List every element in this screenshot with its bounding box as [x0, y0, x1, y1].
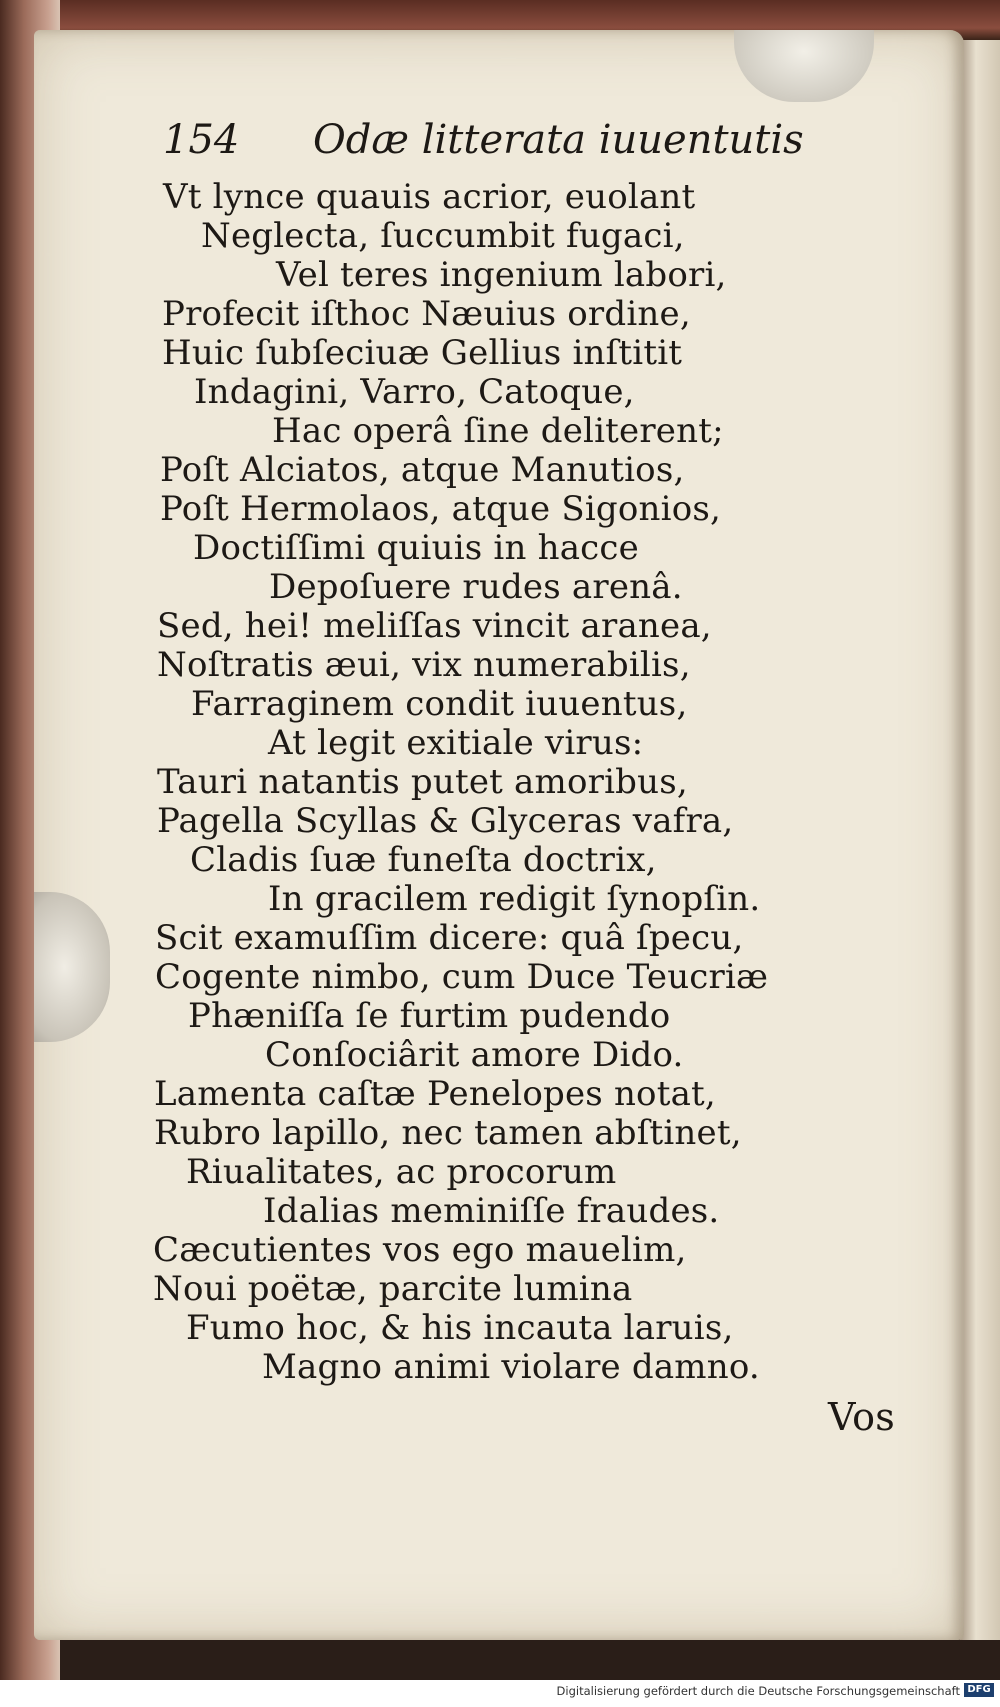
funding-credit: Digitalisierung gefördert durch die Deutsche Forschungsgemeinschaft: [556, 1684, 960, 1698]
verse-line: Vt lynce quauis acrior, euolant: [163, 177, 696, 217]
verse-line: Cogente nimbo, cum Duce Teucriæ: [155, 957, 769, 997]
verse-line: Poſt Hermolaos, atque Sigonios,: [160, 489, 722, 529]
verse-line: Riualitates, ac procorum: [186, 1152, 617, 1192]
verse-line: Indagini, Varro, Catoque,: [194, 372, 635, 412]
verse-line: Profecit iſthoc Næuius ordine,: [162, 294, 691, 334]
verse-line: Idalias meminiſſe fraudes.: [263, 1191, 720, 1231]
verse-line: Doctiſſimi quiuis in hacce: [193, 528, 639, 568]
verse-line: At legit exitiale virus:: [268, 723, 644, 763]
catchword: Vos: [828, 1395, 895, 1439]
verse-line: Magno animi violare damno.: [262, 1347, 760, 1387]
verse-line: Lamenta caſtæ Penelopes notat,: [154, 1074, 716, 1114]
verse-line: Sed, hei! meliſſas vincit aranea,: [157, 606, 712, 646]
verse-line: Scit examuſſim dicere: quâ ſpecu,: [155, 918, 744, 958]
verse-line: Tauri natantis putet amoribus,: [157, 762, 688, 802]
verse-line: Hac operâ ſine deliterent;: [272, 411, 724, 451]
verse-line: Conſociârit amore Dido.: [265, 1035, 684, 1075]
verse-line: Vel teres ingenium labori,: [276, 255, 727, 295]
verse-line: Huic ſubſeciuæ Gellius inſtitit: [162, 333, 683, 373]
verse-line: Noſtratis æui, vix numerabilis,: [157, 645, 691, 685]
verse-line: Fumo hoc, & his incauta laruis,: [186, 1308, 734, 1348]
verse-line: Farraginem condit iuuentus,: [191, 684, 688, 724]
verse-line: Cæcutientes vos ego mauelim,: [153, 1230, 687, 1270]
verse-line: Noui poëtæ, parcite lumina: [153, 1269, 633, 1309]
verse-line: In gracilem redigit ſynopſin.: [268, 879, 761, 919]
verse-line: Rubro lapillo, nec tamen abſtinet,: [154, 1113, 742, 1153]
verse-line: Poſt Alciatos, atque Manutios,: [160, 450, 685, 490]
dfg-logo: DFG: [964, 1683, 994, 1697]
verse-line: Neglecta, ſuccumbit fugaci,: [201, 216, 685, 256]
verse-line: Cladis ſuæ funeſta doctrix,: [190, 840, 657, 880]
running-title: Odæ litterata iuuentutis: [313, 117, 804, 163]
verse-line: Pagella Scyllas & Glyceras vafra,: [157, 801, 734, 841]
verse-line: Depoſuere rudes arenâ.: [269, 567, 683, 607]
verse-line: Phæniſſa ſe furtim pudendo: [188, 996, 671, 1036]
page-number: 154: [163, 117, 240, 163]
